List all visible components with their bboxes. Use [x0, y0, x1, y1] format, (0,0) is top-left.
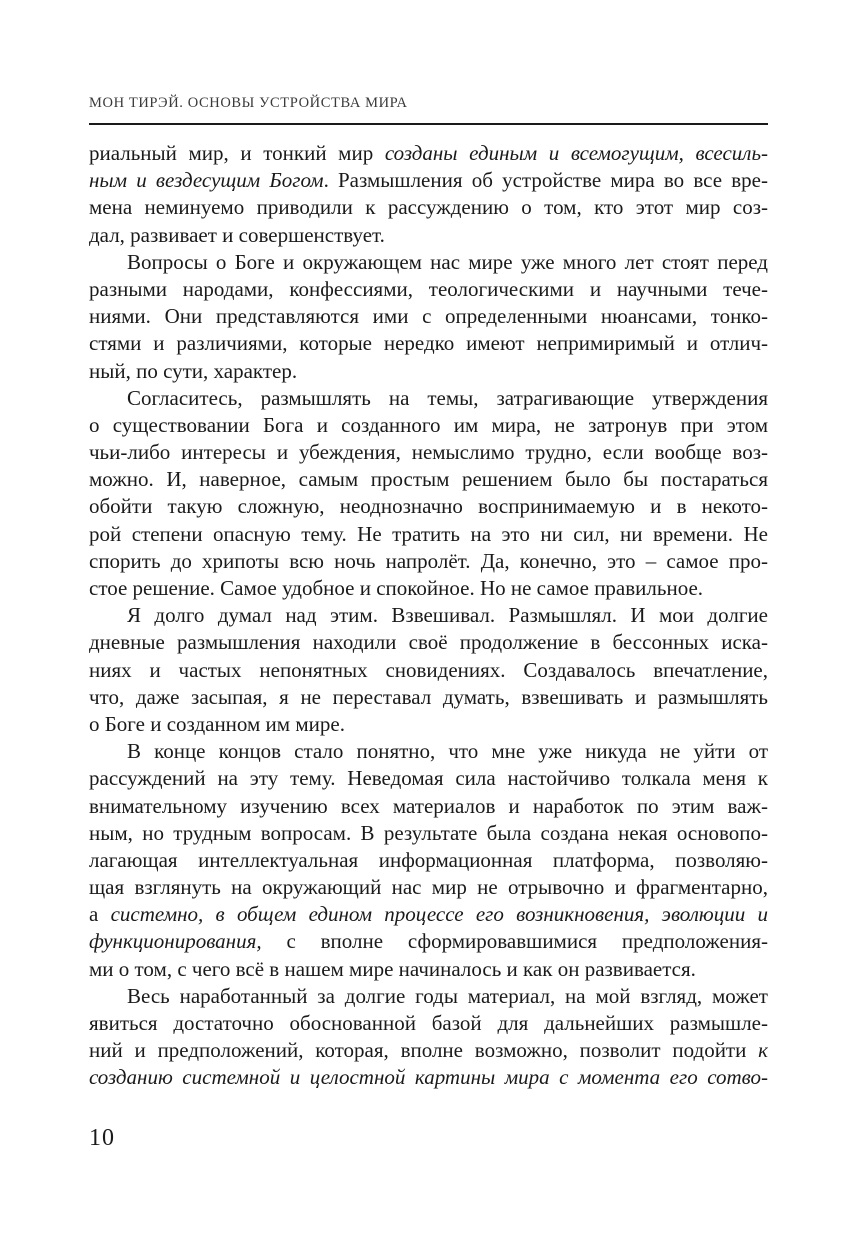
text-line — [89, 140, 768, 167]
text-line — [89, 439, 768, 466]
text-line — [89, 711, 768, 738]
text-run: разными народами, конфессиями, теологическими и научными тече- — [89, 276, 768, 301]
text-run: что, даже засыпая, я не переставал думать, взвешивать и размышлять — [89, 684, 768, 709]
text-run: дал, развивает и совершенствует. — [89, 222, 385, 247]
header-rule — [89, 123, 768, 125]
italic-text: ным и вездесущим Богом — [89, 168, 324, 193]
text-run: с вполне сформировавшимися предположения- — [261, 929, 768, 954]
text-line — [89, 358, 768, 385]
body-text — [89, 140, 768, 1092]
text-line — [89, 684, 768, 711]
text-run: ным, но трудным вопросам. В результате была создана некая основопо- — [89, 820, 768, 845]
italic-text: к — [758, 1038, 768, 1063]
text-line — [89, 847, 768, 874]
text-run: Вопросы о Боге и окружающем нас мире уже много лет стоят перед — [127, 249, 768, 274]
text-line — [89, 956, 768, 983]
text-line — [89, 793, 768, 820]
text-line — [89, 222, 768, 249]
text-run: стями и различиями, которые нередко имеют непримиримый и отлич- — [89, 331, 768, 356]
text-line — [89, 1037, 768, 1064]
text-line — [89, 276, 768, 303]
text-run: дневные размышления находили своё продолжение в бессонных иска- — [89, 630, 768, 655]
italic-text: созданы единым и всемогущим, всесиль- — [384, 141, 769, 165]
italic-text: функционирования, — [89, 929, 262, 954]
text-line — [89, 765, 768, 792]
text-run: мена неминуемо приводили к рассуждению о том, кто этот мир соз- — [89, 195, 768, 220]
text-line — [89, 1010, 768, 1037]
text-line — [89, 820, 768, 847]
text-run: внимательному изучению всех материалов и наработок по этим важ- — [89, 793, 768, 818]
text-run: щая взглянуть на окружающий нас мир не отрывочно и фрагментарно, — [89, 875, 768, 900]
text-run: . Размышления об устройстве мира во все вре- — [323, 168, 768, 193]
text-line — [89, 657, 768, 684]
text-line — [89, 412, 768, 439]
text-run: можно. И, наверное, самым простым решением было бы постараться — [89, 467, 768, 492]
text-line — [89, 738, 768, 765]
italic-text: созданию системной и целостной картины мира с момента его сотво- — [89, 1065, 768, 1090]
text-line — [89, 874, 768, 901]
text-line — [89, 928, 768, 955]
text-run: а — [89, 902, 111, 927]
text-run: чьи-либо интересы и убеждения, немыслимо трудно, если вообще воз- — [89, 440, 768, 465]
text-line — [89, 385, 768, 412]
text-run: В конце концов стало понятно, что мне уже никуда не уйти от — [127, 739, 768, 764]
text-line — [89, 249, 768, 276]
text-run: лагающая интеллектуальная информационная платформа, позволяю- — [89, 847, 768, 872]
text-run: ми о том, с чего всё в нашем мире начиналось и как он развивается. — [89, 956, 696, 981]
text-run: Я долго думал над этим. Взвешивал. Размышлял. И мои долгие — [127, 603, 768, 628]
text-run: рой степени опасную тему. Не тратить на это ни сил, ни времени. Не — [89, 521, 768, 546]
text-line — [89, 330, 768, 357]
text-line — [89, 901, 768, 928]
italic-text: системно, в общем едином процессе его возникновения, эволюции и — [110, 902, 768, 927]
text-run: о существовании Бога и созданного им мира, не затронув при этом — [89, 412, 768, 437]
text-run: риальный мир, и тонкий мир — [89, 141, 385, 165]
page-number: 10 — [89, 1125, 115, 1151]
running-head: МОН ТИРЭЙ. ОСНОВЫ УСТРОЙСТВА МИРА — [89, 95, 408, 111]
text-run: ниях и частых непонятных сновидениях. Создавалось впечатление, — [89, 657, 768, 682]
text-line — [89, 1064, 768, 1091]
text-run: ный, по сути, характер. — [89, 358, 298, 383]
text-run: Весь наработанный за долгие годы материал, на мой взгляд, может — [127, 983, 768, 1008]
text-line — [89, 493, 768, 520]
text-line — [89, 167, 768, 194]
text-line — [89, 303, 768, 330]
text-line — [89, 602, 768, 629]
text-line — [89, 548, 768, 575]
text-line — [89, 194, 768, 221]
text-line — [89, 466, 768, 493]
text-run: Согласитесь, размышлять на темы, затрагивающие утверждения — [127, 385, 768, 410]
text-run: стое решение. Самое удобное и спокойное. Но не самое правильное. — [89, 576, 704, 600]
text-run: рассуждений на эту тему. Неведомая сила настойчиво толкала меня к — [89, 766, 768, 791]
text-run: ний и предположений, которая, вполне возможно, позволит подойти — [89, 1038, 759, 1063]
text-line — [89, 575, 768, 602]
text-run: о Боге и созданном им мире. — [89, 711, 345, 736]
text-run: явиться достаточно обоснованной базой для дальнейших размышле- — [89, 1011, 768, 1035]
text-line — [89, 629, 768, 656]
text-line — [89, 521, 768, 548]
text-run: ниями. Они представляются ими с определенными нюансами, тонко- — [89, 304, 768, 329]
text-run: обойти такую сложную, неоднозначно воспринимаемую и в некото- — [89, 494, 768, 519]
text-line — [89, 983, 768, 1010]
text-run: спорить до хрипоты всю ночь напролёт. Да, конечно, это – самое про- — [89, 548, 768, 573]
